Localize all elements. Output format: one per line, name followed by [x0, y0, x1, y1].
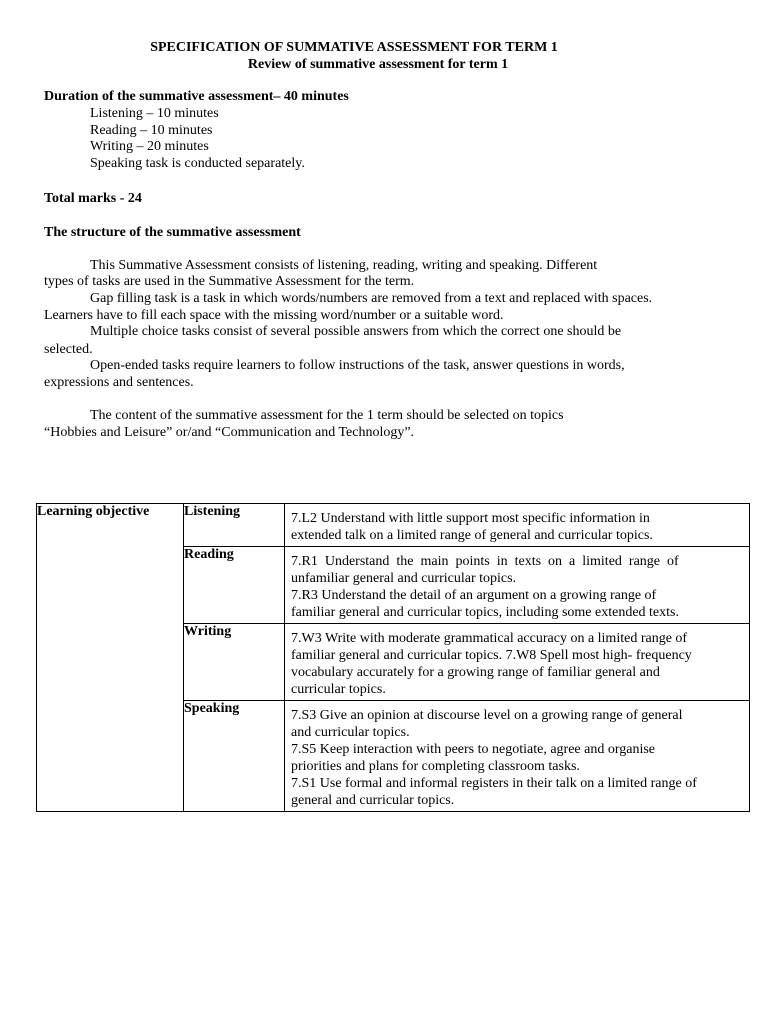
- objective-line: 7.S1 Use formal and informal registers in their talk on a limited range of: [291, 776, 697, 791]
- skill-label-reading: Reading: [184, 547, 285, 624]
- structure-paragraph-2-line-1: Gap filling task is a task in which words/numbers are removed from a text and replaced with spaces.: [90, 291, 653, 306]
- structure-heading: The structure of the summative assessment: [44, 225, 301, 240]
- objective-reading: [285, 547, 750, 624]
- learning-objective-label: Learning objective: [37, 504, 184, 812]
- table-row-listening: [37, 504, 750, 547]
- duration-item-writing: Writing – 20 minutes: [90, 139, 209, 154]
- objective-line: curricular topics.: [291, 682, 386, 697]
- duration-item-reading: Reading – 10 minutes: [90, 123, 213, 138]
- objective-line: 7.R1 Understand the main points in texts on a limited range of: [291, 554, 679, 569]
- objective-speaking: [285, 701, 750, 812]
- objective-line: 7.W3 Write with moderate grammatical accuracy on a limited range of: [291, 631, 688, 646]
- structure-paragraph-4-line-2: expressions and sentences.: [44, 375, 194, 390]
- skill-label-listening: Listening: [184, 504, 285, 547]
- structure-paragraph-4-line-1: Open-ended tasks require learners to follow instructions of the task, answer questions in words,: [90, 358, 625, 373]
- objective-line: priorities and plans for completing classroom tasks.: [291, 759, 580, 774]
- objective-line: familiar general and curricular topics, including some extended texts.: [291, 605, 679, 620]
- duration-item-listening: Listening – 10 minutes: [90, 106, 219, 121]
- objective-listening: [285, 504, 750, 547]
- objective-line: 7.L2 Understand with little support most specific information in: [291, 511, 650, 526]
- objective-line: 7.S5 Keep interaction with peers to negotiate, agree and organise: [291, 742, 656, 757]
- structure-paragraph-1-line-2: types of tasks are used in the Summative Assessment for the term.: [44, 274, 415, 289]
- duration-item-speaking: Speaking task is conducted separately.: [90, 156, 305, 171]
- structure-paragraph-5-line-1: The content of the summative assessment for the 1 term should be selected on topics: [90, 408, 564, 423]
- objective-line: extended talk on a limited range of general and curricular topics.: [291, 528, 653, 543]
- objective-line: unfamiliar general and curricular topics.: [291, 571, 517, 586]
- objective-line: familiar general and curricular topics. 7.W8 Spell most high- frequency: [291, 648, 692, 663]
- objective-line: and curricular topics.: [291, 725, 410, 740]
- learning-objectives-table: [36, 503, 750, 812]
- structure-paragraph-5-line-2: “Hobbies and Leisure” or/and “Communication and Technology”.: [44, 425, 415, 440]
- structure-paragraph-3-line-2: selected.: [44, 342, 93, 357]
- duration-heading: Duration of the summative assessment– 40 minutes: [44, 89, 349, 104]
- objective-line: 7.S3 Give an opinion at discourse level on a growing range of general: [291, 708, 683, 723]
- structure-paragraph-1-line-1: This Summative Assessment consists of listening, reading, writing and speaking. Different: [90, 258, 598, 273]
- objective-writing: [285, 624, 750, 701]
- structure-paragraph-3-line-1: Multiple choice tasks consist of several possible answers from which the correct one should be: [90, 324, 622, 339]
- objective-line: general and curricular topics.: [291, 793, 455, 808]
- objective-line: 7.R3 Understand the detail of an argument on a growing range of: [291, 588, 657, 603]
- objective-line: vocabulary accurately for a growing range of familiar general and: [291, 665, 660, 680]
- total-marks: Total marks - 24: [44, 191, 142, 206]
- skill-label-writing: Writing: [184, 624, 285, 701]
- document-title: SPECIFICATION OF SUMMATIVE ASSESSMENT FOR TERM 1: [150, 40, 558, 55]
- skill-label-speaking: Speaking: [184, 701, 285, 812]
- document-subtitle: Review of summative assessment for term 1: [247, 57, 509, 72]
- structure-paragraph-2-line-2: Learners have to fill each space with the missing word/number or a suitable word.: [44, 308, 504, 323]
